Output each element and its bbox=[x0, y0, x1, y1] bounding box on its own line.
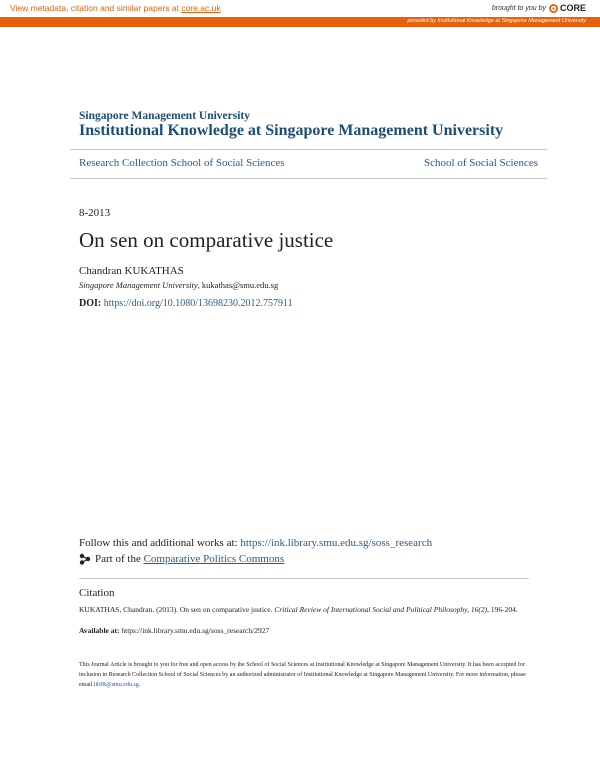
core-view-text: View metadata, citation and similar papers at bbox=[10, 3, 182, 13]
core-logo[interactable] bbox=[549, 3, 586, 13]
core-logo-icon bbox=[549, 4, 558, 13]
notice-text: This Journal Article is brought to you for free and open access by the School of Social Sciences at Institutional Knowledge at Singapore Management University. It has been accepted for inclusion in Research Collection School of Social Sciences by an authorized administrator of Institutional Knowledge at Singapore Management University. For more information, please email bbox=[79, 662, 526, 688]
doi-line bbox=[79, 298, 293, 309]
citation-journal: Critical Review of International Social and Political Philosophy, 16(2) bbox=[274, 605, 488, 614]
available-label: Available at: bbox=[79, 626, 120, 635]
follow-line bbox=[79, 537, 432, 549]
school-link[interactable]: School of Social Sciences bbox=[424, 157, 538, 169]
divider bbox=[79, 578, 529, 579]
affiliation-email: , kukathas@smu.edu.sg bbox=[197, 280, 279, 290]
citation-main: KUKATHAS, Chandran. (2013). On sen on comparative justice. bbox=[79, 605, 275, 614]
core-banner bbox=[0, 0, 600, 17]
email-link[interactable]: libIR@smu.edu.sg bbox=[93, 682, 139, 688]
university-name[interactable]: Singapore Management University bbox=[79, 110, 251, 122]
follow-link[interactable]: https://ink.library.smu.edu.sg/soss_research bbox=[240, 537, 433, 549]
available-at bbox=[79, 626, 269, 635]
notice-end: . bbox=[138, 682, 141, 688]
author-affiliation bbox=[79, 280, 278, 290]
citation-pages: , 196-204. bbox=[487, 605, 518, 614]
article-title: On sen on comparative justice bbox=[79, 228, 334, 252]
follow-text: Follow this and additional works at: bbox=[79, 537, 241, 549]
citation-text bbox=[79, 604, 529, 615]
citation-heading: Citation bbox=[79, 587, 115, 599]
core-provided-bar bbox=[0, 17, 600, 27]
doi-link[interactable]: https://doi.org/10.1080/13698230.2012.757911 bbox=[103, 298, 293, 309]
core-link[interactable]: core.ac.uk bbox=[181, 3, 221, 13]
repository-name[interactable]: Institutional Knowledge at Singapore Management University bbox=[79, 122, 504, 139]
author-name: Chandran KUKATHAS bbox=[79, 265, 184, 277]
commons-link[interactable]: Comparative Politics Commons bbox=[143, 553, 285, 565]
publication-date: 8-2013 bbox=[79, 207, 111, 219]
part-of-text: Part of the bbox=[95, 553, 144, 565]
core-brought-by[interactable] bbox=[492, 3, 586, 13]
network-icon bbox=[79, 553, 91, 565]
core-logo-text: CORE bbox=[559, 3, 586, 13]
divider bbox=[70, 178, 547, 179]
collection-link[interactable]: Research Collection School of Social Sciences bbox=[79, 157, 285, 169]
part-of-line bbox=[79, 553, 284, 565]
affiliation-institution: Singapore Management University bbox=[79, 280, 198, 290]
core-provided-text: provided by Institutional Knowledge at Singapore Management University bbox=[407, 18, 586, 24]
divider bbox=[70, 149, 547, 150]
core-brought-text: brought to you by bbox=[491, 4, 546, 12]
core-view-metadata bbox=[10, 3, 221, 13]
doi-label: DOI: bbox=[79, 298, 102, 309]
access-notice bbox=[79, 660, 529, 690]
available-link[interactable]: https://ink.library.smu.edu.sg/soss_research/2927 bbox=[119, 626, 270, 635]
